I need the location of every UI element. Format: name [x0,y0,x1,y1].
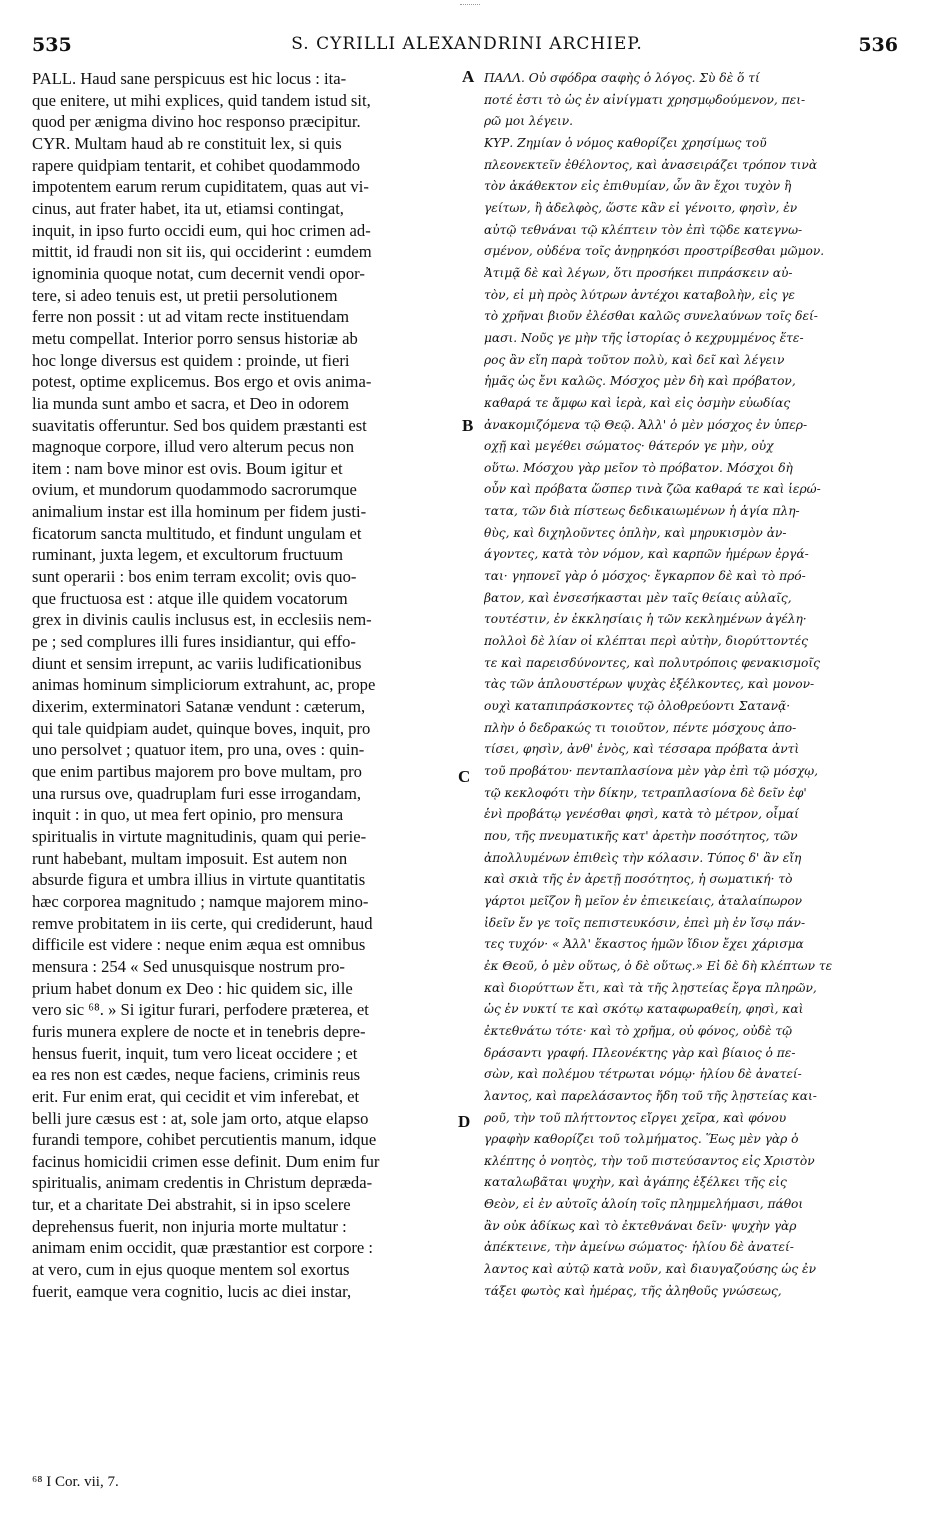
latin-text-line: belli jure cæsus est : at, sole jam orto, atque elapso [32,1108,369,1128]
section-marker-b: B [462,416,474,435]
page-number-left: 535 [32,34,72,56]
greek-text-line: άγοντες, κατὰ τὸν νόμον, καὶ καρπῶν ἡμέρων ἐργά- [484,547,809,562]
latin-text-line: potest, optime explicemus. Bos ergo et ovis anima- [32,372,372,392]
greek-text-line: τὸ χρῆναι βιοῦν ἐλέσθαι καλῶς συνελαύνων τοῖς δεί- [484,309,818,324]
latin-text-line: prium habet donum ex Deo : hic quidem sic, ille [32,978,353,998]
latin-text-line: que enim partibus majorem pro bove multam, pro [32,762,362,781]
latin-text-line: animalium instar est illa hominum per fidem justi- [32,502,367,522]
greek-text-line: πλεονεκτεῖν ἐθέλοντος, καὶ ἀνασειράζει τρόπον τινὰ [484,157,818,172]
latin-text-line: ea res non est cædes, neque faciens, criminis reus [32,1065,361,1085]
latin-text-line: rapere quidpiam tentarit, et cohibet quodammodo [32,155,361,175]
latin-text-line: mensura : 254 « Sed unusquisque nostrum pro- [32,956,345,976]
greek-text-line: ποτέ ἐστι τὸ ὡς ἐν αἰνίγματι χρησμῳδούμενον, πει- [484,92,806,107]
latin-text-line: mittit, id fraudi non sit iis, qui occiderint : eumdem [32,242,372,262]
latin-text-line: ruminant, juxta legem, et excultorum fructuum [32,545,344,565]
greek-text-line: ὡς ἐν νυκτί τε καὶ σκότῳ καταφωραθείη, φησὶ, καὶ [484,1002,804,1017]
section-marker-c: C [458,767,471,786]
greek-text-line: ουχὶ καταπιπράσκοντες τῷ ὀλοθρεύοντι Σατανᾷ· [484,699,791,714]
greek-text-line: καὶ διορύττων ἔτι, καὶ τὰ τῆς λῃστείας ἔργα πληρῶν, [484,980,817,995]
greek-text-line: Θεὸν, εἰ ἐν αὐτοῖς ἁλοίη τοῖς πλημμελήμασι, πάθοι [484,1197,804,1212]
greek-text-line: ἑνὶ προβάτῳ γενέσθαι φησὶ, κατὰ τὸ μέτρον, οἶμαί [484,807,799,822]
greek-text-line: τάξει φωτὸς καὶ ἡμέρας, τῆς ἀληθοῦς γνώσεως, [484,1283,782,1298]
latin-text-line: deprehensus fuerit, non injuria morte multatur : [32,1216,347,1236]
greek-text-line: ροῦ, τὴν τοῦ πλήττοντος εἴργει χεῖρα, καὶ φόνου [484,1110,787,1125]
greek-text-line: ται· γηπονεῖ γὰρ ὁ μόσχος· ἔγκαρπον δὲ καὶ τὸ πρό- [484,569,806,584]
greek-text-line: γάρτοι μεῖζον ἢ μεῖον ἐν ἐπιεικείαις, ἀταλαίπωρον [484,893,803,908]
greek-text-line: τὸν, εἰ μὴ πρὸς λύτρων ἀντέχοι καταβολὴν, εἰς γε [484,287,795,302]
greek-text-line: ἰδεῖν ἔν γε τοῖς πεπιστευκόσιν, ἐπεὶ μὴ ἐν ἴσῳ πάν- [484,915,806,930]
latin-text-line: vero sic ⁶⁸. » Si igitur furari, perfodere præterea, et [32,1000,369,1020]
latin-text-line: uno persolvet ; quatuor item, pro una, oves : quin- [32,740,365,760]
latin-text-line: furandi tempore, cohibet percutientis manum, idque [32,1130,377,1150]
latin-text-line: diunt et sensim irrepunt, ac variis ludificationibus [32,653,362,673]
latin-text-line: ovium, et mundorum quodammodo sacrorumque [32,480,357,500]
greek-text-line: τουτέστιν, ἐν ἐκκλησίαις ἡ τῶν κεκλημένων ἀγέλη· [484,612,807,627]
greek-column [484,68,905,1302]
latin-text-line: difficile est videre : neque enim æqua est omnibus [32,935,366,955]
latin-column [32,68,455,1302]
latin-text-line: animas hominum simpliciorum extrahunt, ac, prope [32,675,376,695]
latin-text-line: magnoque corpore, illud vero alterum pecus non [32,437,355,457]
greek-text-line: ἐκ Θεοῦ, ὁ μὲν οὕτως, ὁ δὲ οὕτως.» Εἰ δὲ δὴ κλέπτων τε [484,958,833,973]
greek-text-line: βατον, καὶ ἐνσεσήκασται μὲν ταῖς θείαις αὐλαῖς, [484,590,792,605]
greek-text-line: ἡμᾶς ὡς ἔνι καλῶς. Μόσχος μὲν δὴ καὶ πρόβατον, [484,374,796,389]
greek-text-line: πολλοὶ δὲ λίαν οἱ κλέπται περὶ αὐτὴν, διορύττοντές [484,634,809,649]
latin-text-line: hoc longe diversus est quidem : proinde, ut fieri [32,350,350,370]
greek-text-line: θὺς, καὶ διχηλοῦντες ὁπλὴν, καὶ μηρυκισμὸν ἀν- [484,525,787,540]
greek-text-line: που, τῆς πνευματικῆς κατ' ἀρετὴν ποσότητος, τῶν [484,828,798,843]
greek-text-line: ἀπολλυμένων ἐπιθεὶς τὴν κόλασιν. Τύπος δ' ἂν εἴη [484,850,802,865]
latin-text-line: tur, et a charitate Dei abstrahit, si in ipso scelere [32,1195,351,1215]
greek-text-line: τες τυχόν· « Ἀλλ' ἕκαστος ἡμῶν ἴδιον ἔχει χάρισμα [484,937,804,952]
section-marker-d: D [458,1112,471,1131]
greek-text-line: οχῇ καὶ μεγέθει σώματος· θάτερόν γε μὴν, οὐχ [484,439,774,454]
greek-text-line: σμένον, οὐδένα τοῖς ἀνῃρηκόσι προστρίβεσθαι μῶμον. [484,244,825,259]
greek-text-line: λαντος, καὶ παρελάσαντος ἤδη τοῦ τῆς λῃστείας και- [484,1088,817,1103]
greek-text-line: ΠΑΛΛ. Οὐ σφόδρα σαφὴς ὁ λόγος. Σὺ δὲ ὅ τί [484,71,760,85]
latin-text-line: item : nam bove minor est ovis. Boum igitur et [32,458,343,478]
top-scan-mark [460,4,480,7]
latin-text-line: animam enim occidit, quæ præstantior est corpore : [32,1238,374,1258]
latin-text-line: CYR. Multam haud ab re constituit lex, si quis [32,133,342,153]
page-header [0,34,934,64]
latin-text-line: facinus homicidii crimen esse definit. Dum enim fur [32,1151,380,1171]
latin-text-line: spiritualis, animam credentis in Christum deprædа- [32,1173,373,1193]
latin-text-line: at vero, cum in ejus quoque mentem sol exortus [32,1260,350,1280]
latin-text-line: absurde figura et umbra illius in virtute quantitatis [32,870,366,890]
greek-text-line: οὕτω. Μόσχου γὰρ μεῖον τὸ πρόβατον. Μόσχοι δὴ [484,460,793,475]
latin-text-line: furis munera explere de nocte et in tenebris depre- [32,1021,366,1041]
greek-text-line: κλέπτης ὁ νοητὸς, τὴν τοῦ πιστεύσαντος εἰς Χριστὸν [484,1153,815,1168]
greek-text-line: γραφὴν καθορίζει τοῦ τολμήματος. Ἕως μὲν γὰρ ὁ [484,1132,799,1147]
latin-text-line: remve probitatem in iis certe, qui crediderunt, haud [32,913,373,933]
latin-text-line: ficatorum sancta multitudo, et findunt ungulam et [32,523,362,543]
latin-text-line: impotentem earum rerum cupiditatem, quas aut vi- [32,177,369,197]
latin-text-line: tere, si adeo tenuis est, ut pretii persolutionem [32,285,338,305]
section-marker-a: A [462,67,475,86]
greek-text-line: σὼν, καὶ πολέμου τέτρωται νόμῳ· ἡλίου δὲ ἀνατεί- [484,1067,802,1082]
latin-text-line: que fructuosa est : atque ille quidem vocatorum [32,588,348,608]
latin-text-line: inquit : in quo, ut mea fert opinio, pro mensura [32,805,344,825]
page-number-right: 536 [858,34,898,56]
greek-text-line: λαντος καὶ αὐτῷ κατὰ νοῦν, καὶ διαυγαζούσης ὡς ἐν [484,1262,816,1277]
latin-text-line: grex in divinis caulis inclusus est, in ecclesiis nem- [32,610,372,630]
greek-text-line: γείτων, ἢ ἀδελφὸς, ὥστε κἂν εἰ γένοιτο, φησὶν, ἐν [484,200,798,215]
greek-text-line: αὐτῷ τεθνάναι τῷ κλέπτειν τὸν ἐπὶ τῷδε κατεγνω- [484,222,803,237]
latin-text-line: que enitere, ut mihi explices, quid tandem istud sit, [32,90,371,110]
latin-text-line: suavitatis offeruntur. Sed bos quidem præstanti est [32,415,367,435]
latin-text-line: pe ; sed complures illi fures insidiantur, qui effo- [32,632,356,652]
latin-text-line: qui tale quidpiam audet, quinque boves, inquit, pro [32,718,371,738]
greek-text-line: τε καὶ παρεισδύνοντες, καὶ πολυτρόποις φενακισμοῖς [484,655,820,670]
latin-text-line: dixerim, exterminatori Satanæ vendunt : cæterum, [32,697,366,717]
latin-text-line: inquit, in ipso furto occidi eum, qui hoc crimen ad- [32,220,371,240]
greek-text-line: καθαρά τε ἄμφω καὶ ἱερὰ, καὶ εἰς ὀσμὴν εὐωδίας [484,395,791,410]
latin-text-line: ferre non possit : ut ad vitam recte instituendam [32,307,350,327]
greek-text-line: ἀνακομιζόμενα τῷ Θεῷ. Ἀλλ' ὁ μὲν μόσχος ἐν ὑπερ- [484,417,808,432]
greek-text-line: Ἀτιμᾷ δὲ καὶ λέγων, ὅτι προσήκει πιπράσκειν αὐ- [484,265,793,280]
greek-text-line: τίσει, φησὶν, ἀνθ' ἑνὸς, καὶ τέσσαρα πρόβατα ἀντὶ [484,742,800,757]
greek-text-line: μασι. Νοῦς γε μὴν τῆς ἱστορίας ὁ κεχρυμμένος ἕτε- [484,330,804,345]
greek-text-line: ἀπέκτεινε, τὴν ἀμείνω σώματος· ἡλίου δὲ ἀνατεί- [484,1240,794,1255]
latin-text-line: fuerit, eamque vera cognitio, lucis ac diei instar, [32,1281,352,1301]
greek-text-line: τοῦ προβάτου· πενταπλασίονα μὲν γὰρ ἐπὶ τῷ μόσχῳ, [484,764,819,778]
latin-text-line: erit. Fur enim erat, qui cecidit et vim inferebat, et [32,1086,360,1106]
greek-text-line: τὰς τῶν ἁπλουστέρων ψυχὰς ἐξέλκοντες, καὶ μονον- [484,677,815,692]
latin-text-line: hensus fuerit, inquit, tum vero liceat occidere ; et [32,1043,358,1063]
latin-text-line: PALL. Haud sane perspicuus est hic locus : ita- [32,69,347,88]
latin-text-line: spiritualis in virtute magnitudinis, quam qui perie- [32,826,367,846]
greek-text-line: δράσαντι γραφή. Πλεονέκτης γὰρ καὶ βίαιος ὁ πε- [484,1045,796,1060]
latin-text-line: ignominia quoque notat, cum decernit vendi opor- [32,263,365,283]
greek-text-line: ΚΥΡ. Ζημίαν ὁ νόμος καθορίζει χρησίμως τοῦ [484,135,767,150]
greek-text-line: ρος ἂν εἴη παρὰ τοῦτον πολὺ, καὶ δεῖ καὶ λέγειν [484,352,785,367]
greek-text-line: ἂν οὐκ ἀδίκως καὶ τὸ ἐκτεθνάναι δεῖν· ψυχὴν γὰρ [484,1218,797,1233]
latin-text-line: una rursus ove, quadruplam furi esse irrogandam, [32,783,362,803]
latin-text-line: sunt operarii : bos enim terram excolit; ovis quo- [32,567,357,587]
greek-text-line: ἐκτεθνάτω τότε· καὶ τὸ χρῆμα, οὐ φόνος, οὐδὲ τῷ [484,1023,793,1038]
latin-text-line: cinus, aut frater habet, ita ut, etiamsi contingat, [32,198,344,218]
latin-text-line: lia munda sunt ambo et sacra, et Deo in odorem [32,393,350,413]
latin-text-line: quod per ænigma divino hoc responso præcipitur. [32,112,361,132]
greek-text-line: πλὴν ὁ δεδρακώς τι τοιοῦτον, πέντε μόσχους ἀπο- [484,720,797,735]
greek-text-line: καὶ σκιὰ τῆς ἐν ἀρετῇ ποσότητος, ἡ σωματική· τὸ [484,872,793,887]
running-title: S. CYRILLI ALEXANDRINI ARCHIEP. [291,34,643,54]
greek-text-line: οὖν καὶ πρόβατα ὥσπερ τινὰ ζῶα καθαρά τε καὶ ἱερώ- [484,482,821,497]
latin-text-line: runt habebant, multam imposuit. Est autem non [32,848,348,868]
greek-text-line: τατα, τῶν διὰ πίστεως δεδικαιωμένων ἡ ἁγία πλη- [484,504,800,519]
latin-text-line: hæc corporea magnitudo ; namque majorem mino- [32,891,369,911]
footnote: ⁶⁸ I Cor. vii, 7. [32,1474,119,1490]
greek-text-line: ρῶ μοι λέγειν. [484,114,574,129]
greek-text-line: καταλωβᾶται ψυχὴν, καὶ ἀγάπης ἐξέλκει τῆς εἰς [484,1175,787,1190]
latin-text-line: metu compellat. Interior porro sensus historiæ ab [32,328,358,348]
greek-text-line: τὸν ἀκάθεκτον εἰς ἐπιθυμίαν, ὧν ἂν ἔχοι τυχὸν ἢ [484,179,792,194]
greek-text-line: τῷ κεκλοφότι τὴν δίκην, τετραπλασίονα δὲ δεῖν ἐφ' [484,785,807,800]
